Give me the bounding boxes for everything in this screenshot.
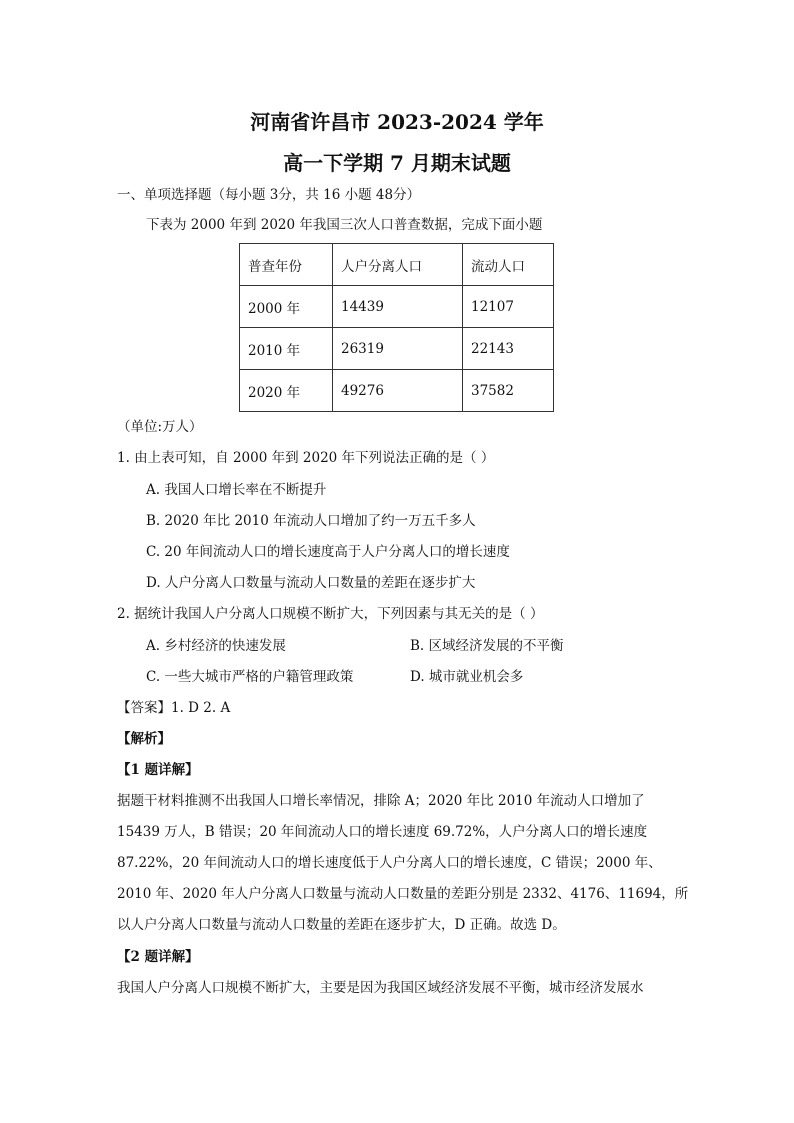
section-heading: 一、单项选择题（每小题 3分，共 16 小题 48分）	[117, 187, 421, 203]
question-2-option-b: B. 区域经济发展的不平衡	[410, 638, 564, 654]
question-1-detail-line: 以人户分离人口数量与流动人口数量的差距在逐步扩大，D 正确。故选 D。	[117, 917, 566, 933]
question-1-detail-line: 87.22%，20 年间流动人口的增长速度低于人户分离人口的增长速度，C 错误；2000 年、	[117, 855, 662, 871]
question-2-option-c: C. 一些大城市严格的户籍管理政策	[146, 669, 354, 685]
title-line-1: 河南省许昌市 2023-2024 学年	[250, 110, 544, 134]
header-cell: 普查年份	[240, 244, 333, 286]
table-cell: 22143	[463, 328, 554, 370]
question-1-detail-line: 2010 年、2020 年人户分离人口数量与流动人口数量的差距分别是 2332、4176、11694，所	[117, 886, 689, 902]
question-1-option-c: C. 20 年间流动人口的增长速度高于人户分离人口的增长速度	[146, 544, 510, 560]
title-line-2: 高一下学期 7 月期末试题	[283, 151, 511, 175]
question-1-detail-line: 15439 万人，B 错误；20 年间流动人口的增长速度 69.72%，人户分离人口的增长速度	[117, 824, 648, 840]
question-1-detail-line: 据题干材料推测不出我国人口增长率情况，排除 A；2020 年比 2010 年流动人口增加了	[117, 793, 645, 809]
question-2-option-a: A. 乡村经济的快速发展	[146, 638, 286, 654]
table-cell: 26319	[333, 328, 463, 370]
analysis-label: 【解析】	[117, 731, 171, 747]
table-row	[240, 328, 554, 370]
header-cell: 人户分离人口	[333, 244, 463, 286]
table-header-row	[240, 244, 554, 286]
question-1-option-a: A. 我国人口增长率在不断提升	[146, 482, 327, 498]
question-1-option-b: B. 2020 年比 2010 年流动人口增加了约一万五千多人	[146, 513, 476, 529]
table-cell: 14439	[333, 286, 463, 328]
question-1-detail-label: 【1 题详解】	[117, 762, 199, 778]
table-row	[240, 286, 554, 328]
answer-line: 【答案】1. D 2. A	[117, 700, 231, 716]
table-cell: 2010 年	[240, 328, 333, 370]
question-2-detail-line: 我国人户分离人口规模不断扩大，主要是因为我国区域经济发展不平衡，城市经济发展水	[117, 980, 644, 996]
table-intro: 下表为 2000 年到 2020 年我国三次人口普查数据，完成下面小题	[146, 217, 543, 233]
unit-note: （单位:万人）	[117, 419, 203, 435]
table-cell: 2020 年	[240, 370, 333, 412]
question-1-option-d: D. 人户分离人口数量与流动人口数量的差距在逐步扩大	[146, 575, 476, 591]
table-row	[240, 370, 554, 412]
table-cell: 49276	[333, 370, 463, 412]
header-cell: 流动人口	[463, 244, 554, 286]
question-2-option-d: D. 城市就业机会多	[410, 669, 524, 685]
table-cell: 12107	[463, 286, 554, 328]
table-cell: 2000 年	[240, 286, 333, 328]
question-1-stem: 1. 由上表可知，自 2000 年到 2020 年下列说法正确的是（ ）	[117, 450, 495, 466]
question-2-detail-label: 【2 题详解】	[117, 949, 199, 965]
census-table	[239, 243, 554, 412]
question-2-stem: 2. 据统计我国人户分离人口规模不断扩大，下列因素与其无关的是（ ）	[117, 606, 544, 622]
table-cell: 37582	[463, 370, 554, 412]
